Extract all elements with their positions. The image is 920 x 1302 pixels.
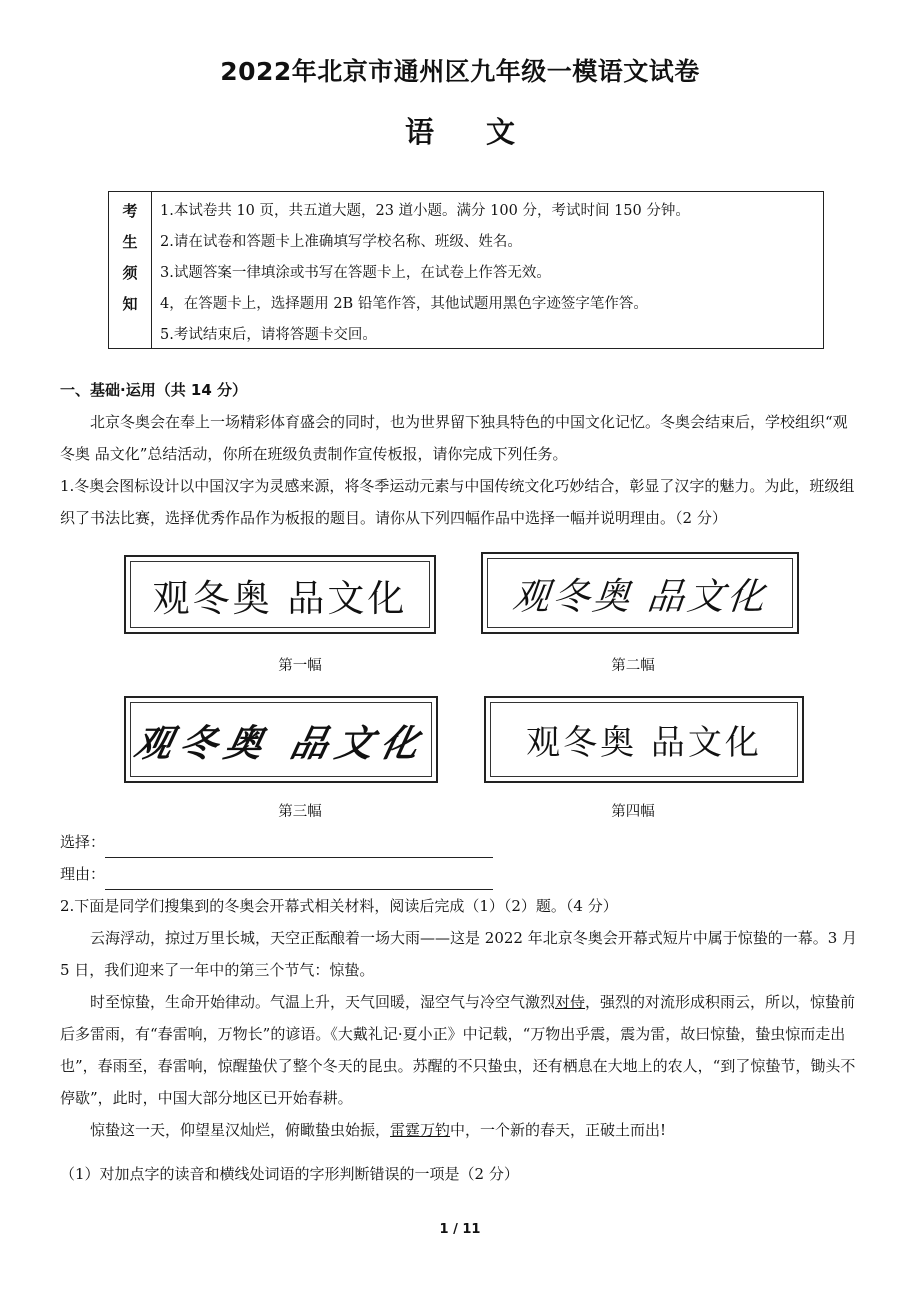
notice-label [109,192,152,348]
exam-notice-box [108,191,824,349]
choice-answer-blank[interactable] [105,839,493,858]
reason-line [60,858,860,890]
section-intro-paragraph: 北京冬奥会在奉上一场精彩体育盛会的同时，也为世界留下独具特色的中国文化记忆。冬奥会结束后，学校组织“观冬奥 品文化”总结活动，你所在班级负责制作宣传板报，请你完成下列任务。 [60,413,848,463]
artwork-caption: 第一幅 [278,658,322,674]
reason-label: 理由： [60,865,106,883]
passage-paragraph-1: 云海浮动，掠过万里长城，天空正酝酿着一场大雨——这是 2022 年北京冬奥会开幕式短片中属于惊蛰的一幕。3 月 5 日，我们迎来了一年中的第三个节气：惊蛰。 [60,929,858,979]
answer-lines [60,826,860,1190]
reason-answer-blank[interactable] [105,871,493,890]
notice-item: 3.试题答案一律填涂或书写在答题卡上，在试卷上作答无效。 [160,265,551,281]
artwork-caption: 第四幅 [611,804,655,820]
artwork-caption: 第二幅 [611,658,655,674]
artwork-text: 观冬奥 品文化 [509,575,770,618]
notice-item: 2.请在试卷和答题卡上准确填写学校名称、班级、姓名。 [160,234,522,250]
notice-items [152,192,690,348]
calligraphy-artwork-3 [124,696,438,783]
notice-item: 5.考试结束后，请将答题卡交回。 [160,327,377,343]
notice-label-char: 须 [122,264,138,282]
question-2: 2.下面是同学们搜集到的冬奥会开幕式相关材料，阅读后完成（1）（2）题。（4 分） [60,897,618,915]
passage-text: 时至惊蛰，生命开始律动。气温上升，天气回暖，湿空气与冷空气激烈 [90,993,556,1011]
exam-subject: 语文 [404,115,567,149]
passage-paragraph-2 [60,986,860,1114]
notice-label-char: 生 [122,233,138,251]
artwork-text: 观冬奥 品文化 [526,723,762,763]
calligraphy-artwork-1 [124,555,436,634]
passage-text: 惊蛰这一天，仰望星汉灿烂，俯瞰蛰虫始振， [90,1121,391,1139]
question-1: 1.冬奥会图标设计以中国汉字为灵感来源，将冬季运动元素与中国传统文化巧妙结合，彰显了汉字的魅力。为此，班级组织了书法比赛，选择优秀作品作为板报的题目。请你从下列四幅作品中选择一幅并说明理由。（2 分） [60,477,855,527]
passage-text: 中，一个新的春天，正破土而出! [450,1121,667,1139]
artwork-text: 观冬奥 品文化 [130,720,431,765]
section-1-intro [60,374,860,534]
notice-item: 1.本试卷共 10 页，共五道大题，23 道小题。满分 100 分，考试时间 150 分钟。 [160,203,690,219]
passage-text: ，强烈的对流形成积雨云，所以，惊蛰前后多雷雨，有“春雷响，万物长”的谚语。《大戴礼记·夏小正》中记载，“万物出乎震，震为雷，故曰惊蛰，蛰虫惊而走出也”，春雨至，春雷响，惊醒蛰伏了整个冬天的昆虫。苏醒的不只蛰虫，还有栖息在大地上的农人，“到了惊蛰节，锄头不停歇”，此时，中国大部分地区已开始春耕。 [60,993,856,1107]
calligraphy-artwork-2 [481,552,799,634]
choice-label: 选择： [60,833,106,851]
artwork-caption: 第三幅 [278,804,322,820]
underlined-word: 对侍 [555,993,586,1011]
calligraphy-artwork-4 [484,696,804,783]
notice-label-char: 知 [122,295,138,313]
page-number: 1 / 11 [439,1222,481,1237]
sub-question-1: （1）对加点字的读音和横线处词语的字形判断错误的一项是（2 分） [60,1165,519,1183]
underlined-word: 雷霆万钓 [390,1121,451,1139]
notice-item: 4，在答题卡上，选择题用 2B 铅笔作答，其他试题用黑色字迹签字笔作答。 [160,296,648,312]
notice-label-char: 考 [122,202,138,220]
artwork-text: 观冬奥 品文化 [152,576,408,620]
exam-title: 2022年北京市通州区九年级一模语文试卷 [220,57,700,86]
section-heading: 一、基础·运用（共 14 分） [60,381,248,399]
passage-paragraph-3 [60,1114,860,1146]
choice-line [60,826,860,858]
